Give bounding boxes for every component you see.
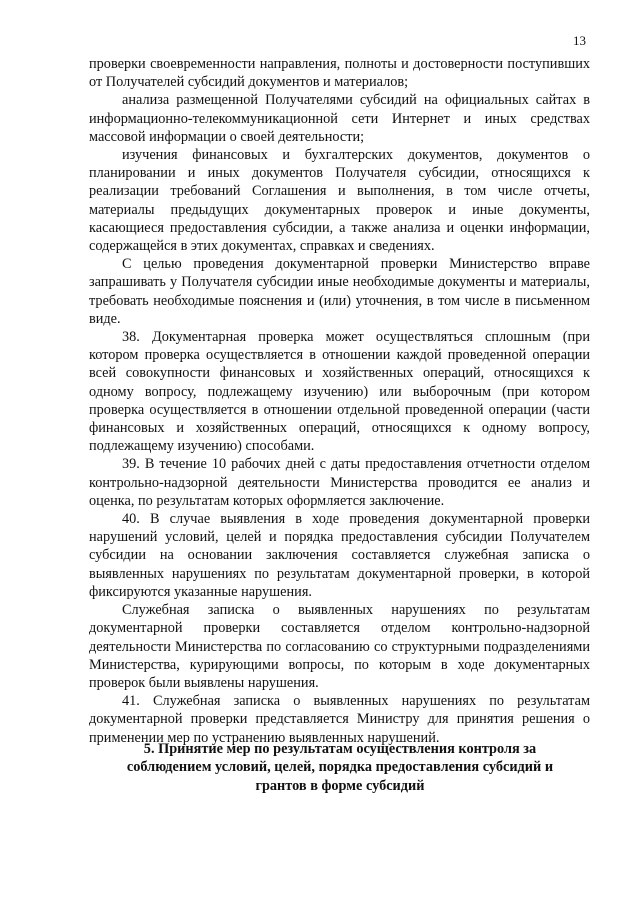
paragraph: С целью проведения документарной проверки Министерство вправе запрашивать у Получателя субсидии иные необходимые документы и материалы, требовать необходимые пояснения и (или) уточнения, в том числе в письменном виде.: [89, 256, 590, 327]
body-text: [89, 55, 590, 747]
paragraph: анализа размещенной Получателями субсидий на официальных сайтах в информационно-телекоммуникационной сети Интернет и иных средствах массовой информации о своей деятельности;: [89, 92, 590, 145]
page-number: 13: [573, 33, 586, 48]
paragraph-item-41: 41. Служебная записка о выявленных нарушениях по результатам документарной проверки представляется Министру для принятия решения о применении мер по устранению выявленных нарушений.: [89, 693, 590, 746]
section-heading: 5. Принятие мер по результатам осуществления контроля за соблюдением условий, целей, порядка предоставления субсидий и грантов в форме субсидий: [126, 741, 554, 794]
paragraph-item-40: 40. В случае выявления в ходе проведения документарной проверки нарушений условий, целей и порядка предоставления субсидии Получателем субсидии на основании заключения составляется служебная записка о выявленных нарушениях по результатам документарной проверки, в которой фиксируются указанные нарушения.: [89, 511, 590, 600]
paragraph: изучения финансовых и бухгалтерских документов, документов о планировании и иных документов Получателя субсидии, относящихся к реализации требований Соглашения и выполнения, в том числе отчеты, материалы предыдущих документарных проверок и иные документы, касающиеся предоставления субсидии, а также анализа и оценки информации, содержащейся в этих документах, справках и сведениях.: [89, 147, 590, 255]
paragraph-item-39: 39. В течение 10 рабочих дней с даты предоставления отчетности отделом контрольно-надзорной деятельности Министерства проводится ее анализ и оценка, по результатам которых оформляется заключение.: [89, 456, 590, 509]
paragraph: проверки своевременности направления, полноты и достоверности поступивших от Получателей субсидий документов и материалов;: [89, 56, 590, 91]
paragraph: Служебная записка о выявленных нарушениях по результатам документарной проверки составляется отделом контрольно-надзорной деятельности Министерства по согласованию со структурными подразделениями Министерства, курирующими вопросы, по которым в ходе документарных проверок были выявлены нарушения.: [89, 602, 590, 691]
paragraph-item-38: 38. Документарная проверка может осуществляться сплошным (при котором проверка осуществляется в отношении каждой проведенной операции всей совокупности финансовых и хозяйственных операций, относящихся к одному вопросу, подлежащему изучению) или выборочным (при котором проверка осуществляется в отношении отдельной проведенной операции (части финансовых и хозяйственных операций, относящихся к одному вопросу, подлежащему изучению) способами.: [89, 329, 590, 455]
